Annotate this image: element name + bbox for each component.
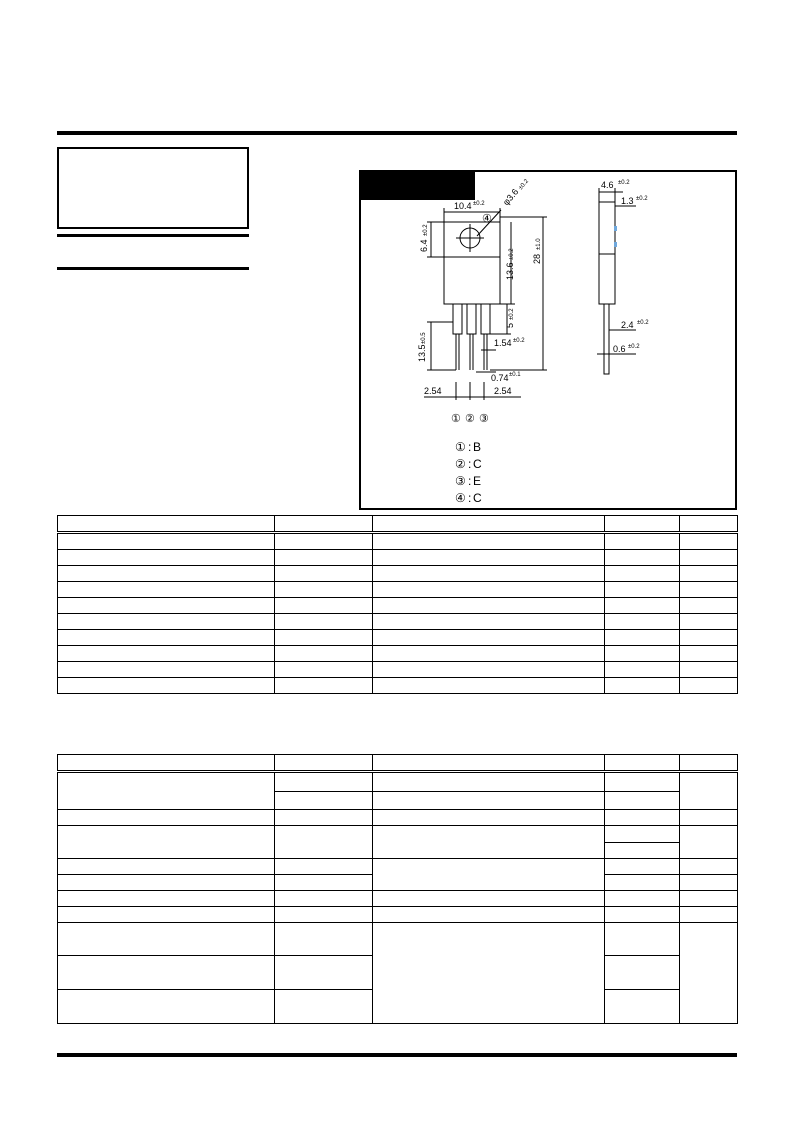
table-row (58, 598, 738, 614)
table-row (58, 614, 738, 630)
dim-side-bend-tol: ±0.2 (637, 320, 649, 326)
dim-side-bend: 2.4 (621, 320, 634, 330)
pin-legend-num-3: ③ (455, 474, 466, 488)
dim-body-height-tol: ±0.2 (509, 248, 515, 260)
pin-legend (455, 440, 482, 505)
package-outline-svg (361, 172, 735, 508)
pin-legend-sep-3: : (468, 474, 472, 488)
dim-hole-dia: φ3.6 (500, 186, 521, 208)
pin-number-1: ① (451, 413, 461, 425)
pin-number-3: ③ (479, 413, 489, 425)
table-row (58, 550, 738, 566)
pin-legend-sep-4: : (468, 491, 472, 505)
dim-lead-width-tol: ±0.1 (509, 372, 521, 378)
table-row (58, 826, 738, 843)
pin-legend-name-1: B (473, 440, 482, 454)
top-rule (57, 131, 737, 135)
dim-side-lead-tol: ±0.2 (628, 344, 640, 350)
title-rule-1 (57, 234, 249, 237)
dim-lead-width-wide-tol: ±0.2 (513, 338, 525, 344)
table-row (58, 630, 738, 646)
table-row (58, 582, 738, 598)
dim-side-lead: 0.6 (613, 344, 626, 354)
table-row (58, 907, 738, 923)
pin-legend-name-4: C (473, 491, 482, 505)
dim-lead-length-tol: ±0.5 (421, 332, 427, 344)
table-row (58, 662, 738, 678)
dim-lead-width: 0.74 (491, 373, 509, 383)
pin-legend-name-2: C (473, 457, 482, 471)
dim-pitch-left: 2.54 (424, 386, 442, 396)
pin-legend-sep-1: : (468, 440, 472, 454)
ratings-table (57, 515, 738, 694)
dim-tab-thickness-tol: ±0.2 (636, 196, 648, 202)
dim-lead-length: 13.5 (417, 344, 427, 362)
dim-body-width-tol: ±0.2 (473, 201, 485, 207)
tab-marker: ④ (482, 213, 492, 225)
dim-overall-height-tol: ±1.0 (536, 238, 542, 250)
bottom-rule (57, 1053, 737, 1057)
table-row (58, 923, 738, 956)
table-row (58, 533, 738, 550)
table-row (58, 646, 738, 662)
dim-tab-height: 6.4 (419, 239, 429, 252)
dim-side-thickness-tol: ±0.2 (618, 180, 630, 186)
dim-lead-width-wide: 1.54 (494, 338, 512, 348)
characteristics-table (57, 754, 738, 1024)
pin-number-row (451, 413, 489, 425)
dim-overall-height: 28 (532, 253, 542, 264)
dim-lead-shoulder: 5 (505, 322, 515, 328)
table-row (58, 891, 738, 907)
table-row (58, 772, 738, 792)
dim-tab-height-tol: ±0.2 (423, 224, 429, 236)
pin-number-2: ② (465, 413, 475, 425)
pin-legend-num-4: ④ (455, 491, 466, 505)
part-number-box (57, 147, 249, 229)
title-rule-2 (57, 267, 249, 270)
characteristics-header-row (58, 755, 738, 772)
front-view (424, 208, 547, 400)
dim-tab-thickness: 1.3 (621, 196, 634, 206)
table-row (58, 810, 738, 826)
ratings-header-row (58, 516, 738, 533)
pin-legend-name-3: E (473, 474, 482, 488)
dim-side-thickness: 4.6 (601, 180, 614, 190)
table-row (58, 678, 738, 694)
dim-hole-dia-tol: ±0.2 (517, 178, 531, 192)
dim-body-height: 13.6 (505, 262, 515, 280)
table-row (58, 859, 738, 875)
pin-legend-num-1: ① (455, 440, 466, 454)
dim-pitch-right: 2.54 (494, 386, 512, 396)
dim-lead-shoulder-tol: ±0.2 (509, 308, 515, 320)
pin-legend-num-2: ② (455, 457, 466, 471)
pin-legend-sep-2: : (468, 457, 472, 471)
package-drawing (359, 170, 737, 510)
dimension-labels (417, 178, 649, 396)
table-row (58, 566, 738, 582)
dim-body-width: 10.4 (454, 201, 472, 211)
